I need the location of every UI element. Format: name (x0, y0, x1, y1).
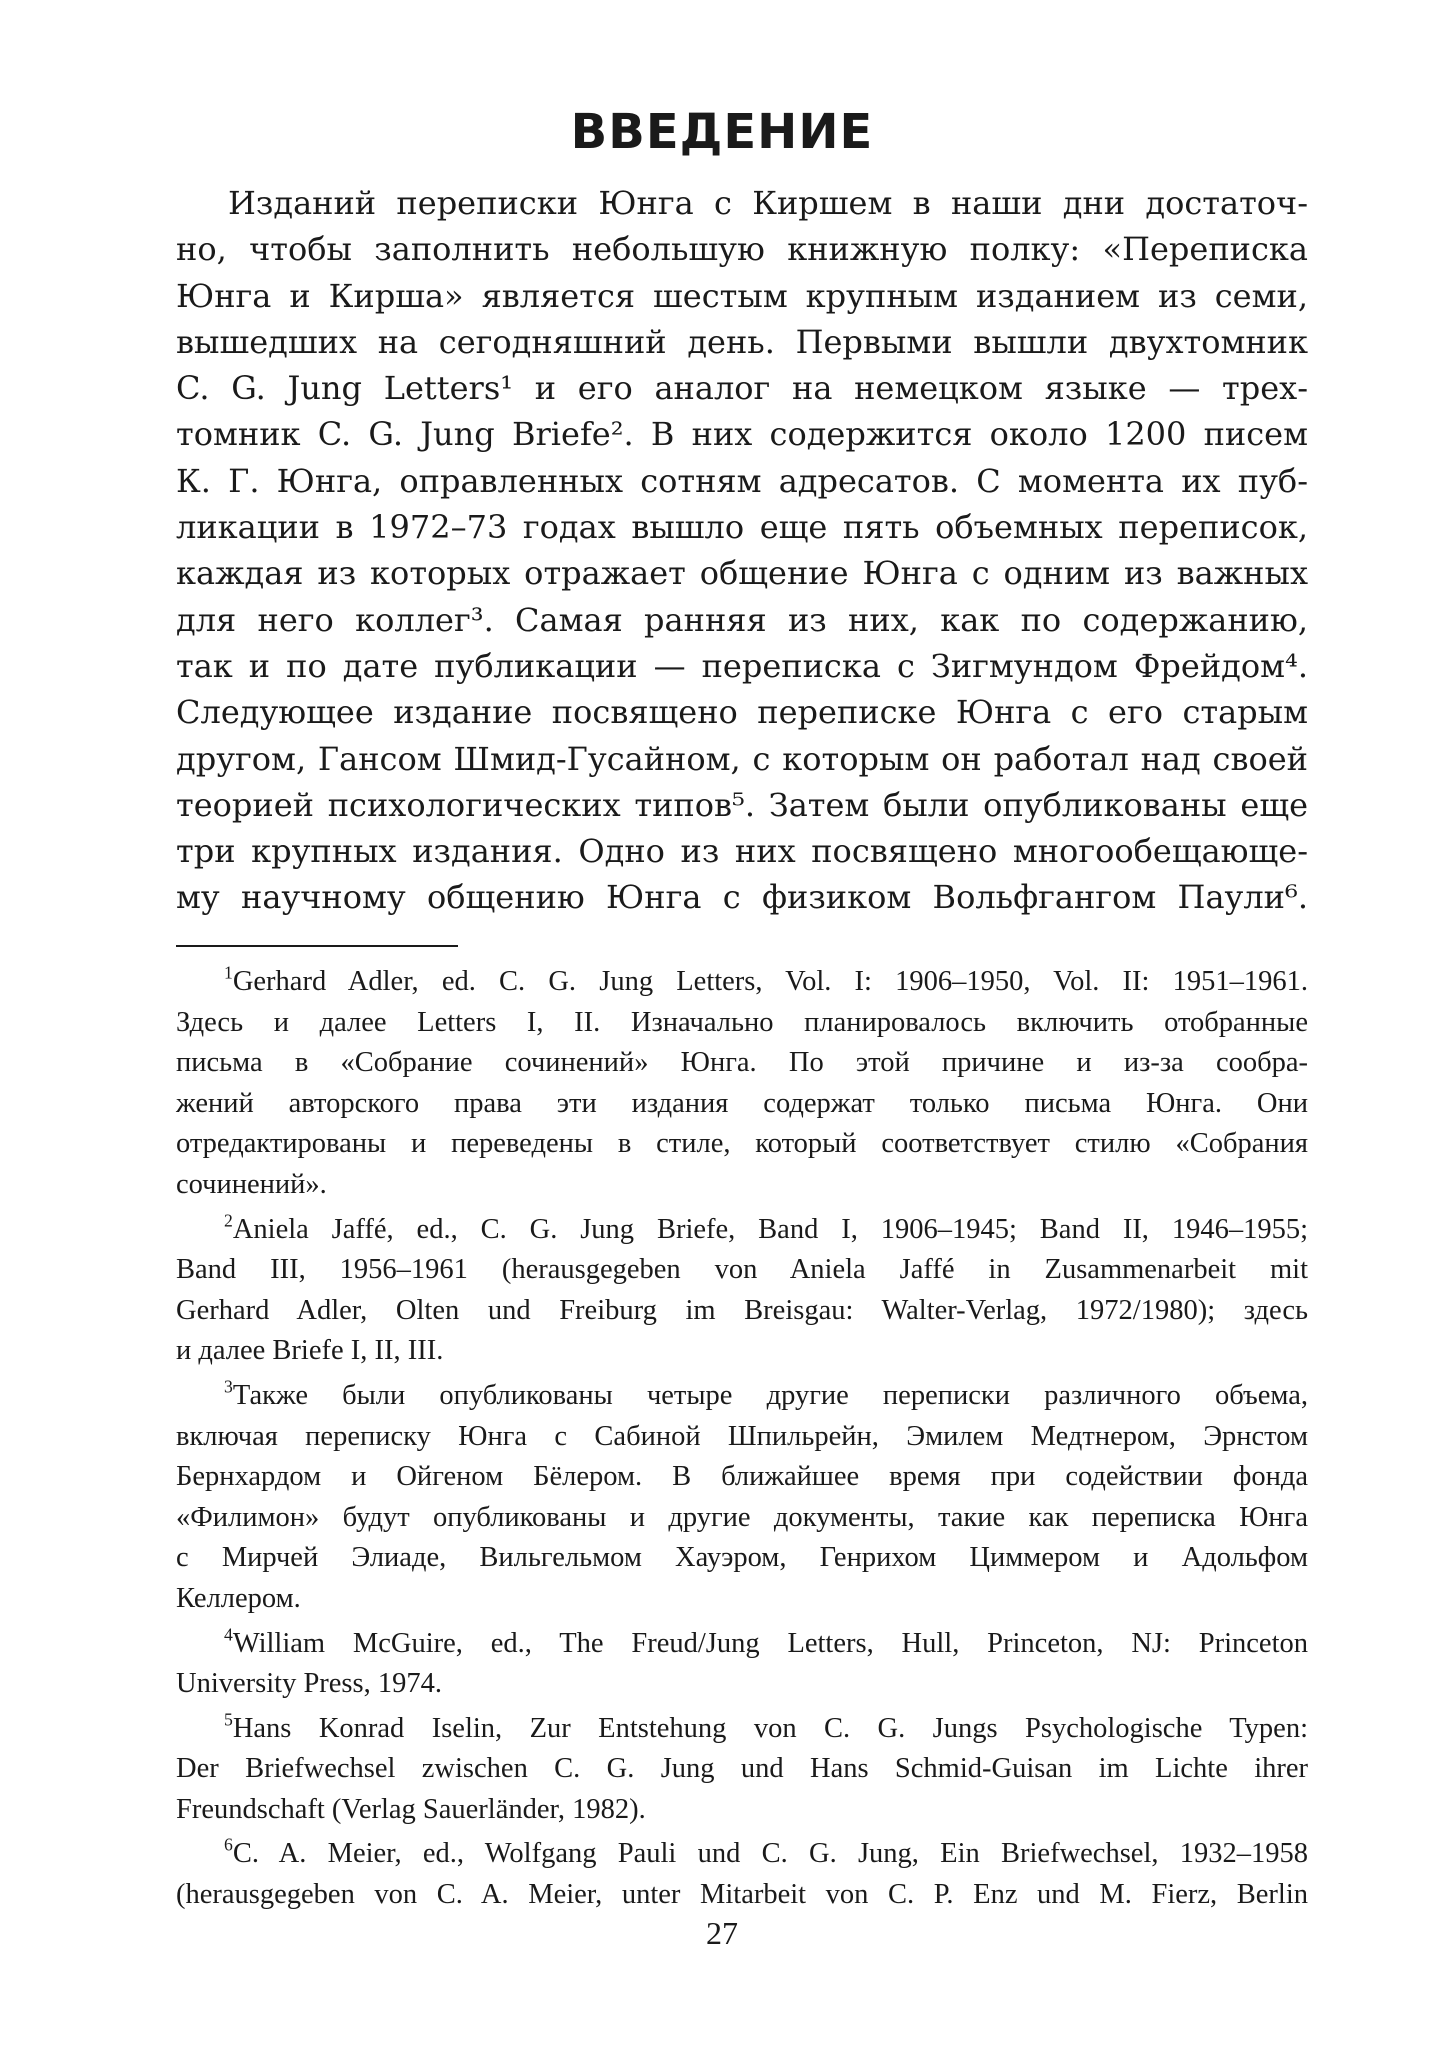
footnote-line: $^4$William McGuire, ed., The Freud/Jung Letters, Hull, Princeton, NJ: Princeton (224, 1624, 1308, 1659)
footnote-6 (176, 1834, 1308, 1915)
footnote-4 (176, 1624, 1308, 1705)
body-text (176, 180, 1308, 921)
footnote-line: $^2$Aniela Jaffé, ed., C. G. Jung Briefe, Band I, 1906–1945; Band II, 1946–1955; (224, 1210, 1308, 1245)
body-line: Юнга и Кирша» является шестым крупным изданием из семи, (176, 276, 1308, 315)
footnote-line: отредактированы и переведены в стиле, который соответствует стилю «Собрания (176, 1128, 1308, 1160)
footnote-mark: 3 (224, 1376, 233, 1397)
body-line: му научному общению Юнга с физиком Вольфгангом Паули⁶. (176, 878, 1308, 917)
body-line: теорией психологических типов⁵. Затем были опубликованы еще (176, 785, 1308, 824)
footnote-line: Der Briefwechsel zwischen C. G. Jung und Hans Schmid-Guisan im Lichte ihrer (176, 1753, 1308, 1785)
footnote-5 (176, 1709, 1308, 1831)
footnote-mark: 5 (224, 1709, 233, 1730)
footnote-separator (176, 945, 458, 947)
footnote-line: жений авторского права эти издания содержат только письма Юнга. Они (176, 1087, 1308, 1119)
body-line: три крупных издания. Одно из них посвящено многообещающе- (176, 832, 1308, 871)
footnote-line: включая переписку Юнга с Сабиной Шпильрейн, Эмилем Медтнером, Эрнстом (176, 1420, 1308, 1452)
body-line: ликации в 1972–73 годах вышло еще пять объемных переписок, (176, 508, 1308, 547)
body-line: каждая из которых отражает общение Юнга с одним из важных (176, 554, 1308, 593)
body-line: так и по дате публикации — переписка с Зигмундом Фрейдом⁴. (176, 646, 1308, 685)
footnote-line: Бернхардом и Ойгеном Бёлером. В ближайшее время при содействии фонда (176, 1461, 1308, 1493)
footnote-line: $^3$Также были опубликованы четыре другие переписки различного объема, (224, 1376, 1308, 1411)
footnote-line: $^5$Hans Konrad Iselin, Zur Entstehung von C. G. Jungs Psychologische Typen: (224, 1709, 1308, 1744)
page-number: 27 (706, 1915, 738, 1951)
body-line: томник C. G. Jung Briefe². В них содержится около 1200 писем (176, 415, 1308, 454)
footnote-line: сочинений». (176, 1168, 327, 1200)
footnote-mark: 2 (224, 1210, 233, 1231)
footnote-line: и далее Briefe I, II, III. (176, 1335, 444, 1367)
footnote-line: (herausgegeben von C. A. Meier, unter Mitarbeit von C. P. Enz und M. Fierz, Berlin (176, 1879, 1308, 1911)
footnote-line: $^6$C. A. Meier, ed., Wolfgang Pauli und C. G. Jung, Ein Briefwechsel, 1932–1958 (224, 1834, 1308, 1870)
chapter-heading: ВВЕДЕНИЕ (570, 104, 874, 160)
body-line: C. G. Jung Letters¹ и его аналог на немецком языке — трех- (176, 369, 1308, 408)
footnote-mark: 1 (224, 962, 233, 983)
footnote-line: Gerhard Adler, Olten und Freiburg im Breisgau: Walter-Verlag, 1972/1980); здесь (176, 1294, 1308, 1326)
footnotes (176, 962, 1308, 1920)
footnote-3 (176, 1376, 1308, 1620)
footnote-line: с Мирчей Элиаде, Вильгельмом Хауэром, Генрихом Циммером и Адольфом (176, 1542, 1308, 1574)
footnote-line: University Press, 1974. (176, 1668, 442, 1700)
body-line: Изданий переписки Юнга с Киршем в наши дни достаточ- (228, 184, 1308, 222)
body-line: для него коллег³. Самая ранняя из них, как по содержанию, (176, 600, 1308, 639)
body-line: Следующее издание посвящено переписке Юнга с его старым (176, 693, 1308, 732)
footnote-1 (176, 962, 1308, 1206)
footnote-line: Келлером. (176, 1582, 301, 1614)
body-line: другом, Гансом Шмид-Гусайном, с которым он работал над своей (176, 739, 1308, 778)
body-line: вышедших на сегодняшний день. Первыми вышли двухтомник (176, 322, 1308, 361)
footnote-line: «Филимон» будут опубликованы и другие документы, такие как переписка Юнга (176, 1501, 1308, 1533)
footnote-line: письма в «Собрание сочинений» Юнга. По этой причине и из-за сообра- (176, 1047, 1308, 1079)
footnote-mark: 6 (224, 1834, 233, 1855)
footnote-mark: 4 (224, 1624, 233, 1645)
footnote-2 (176, 1210, 1308, 1372)
footnote-line: Здесь и далее Letters I, II. Изначально планировалось включить отобранные (176, 1006, 1308, 1038)
body-line: но, чтобы заполнить небольшую книжную полку: «Переписка (176, 230, 1308, 269)
footnote-line: $^1$Gerhard Adler, ed. C. G. Jung Letters, Vol. I: 1906–1950, Vol. II: 1951–1961. (224, 962, 1308, 997)
footnote-line: Freundschaft (Verlag Sauerländer, 1982). (176, 1793, 646, 1825)
footnote-line: Band III, 1956–1961 (herausgegeben von Aniela Jaffé in Zusammenarbeit mit (176, 1254, 1308, 1286)
body-line: К. Г. Юнга, оправленных сотням адресатов. С момента их пуб- (176, 461, 1308, 500)
